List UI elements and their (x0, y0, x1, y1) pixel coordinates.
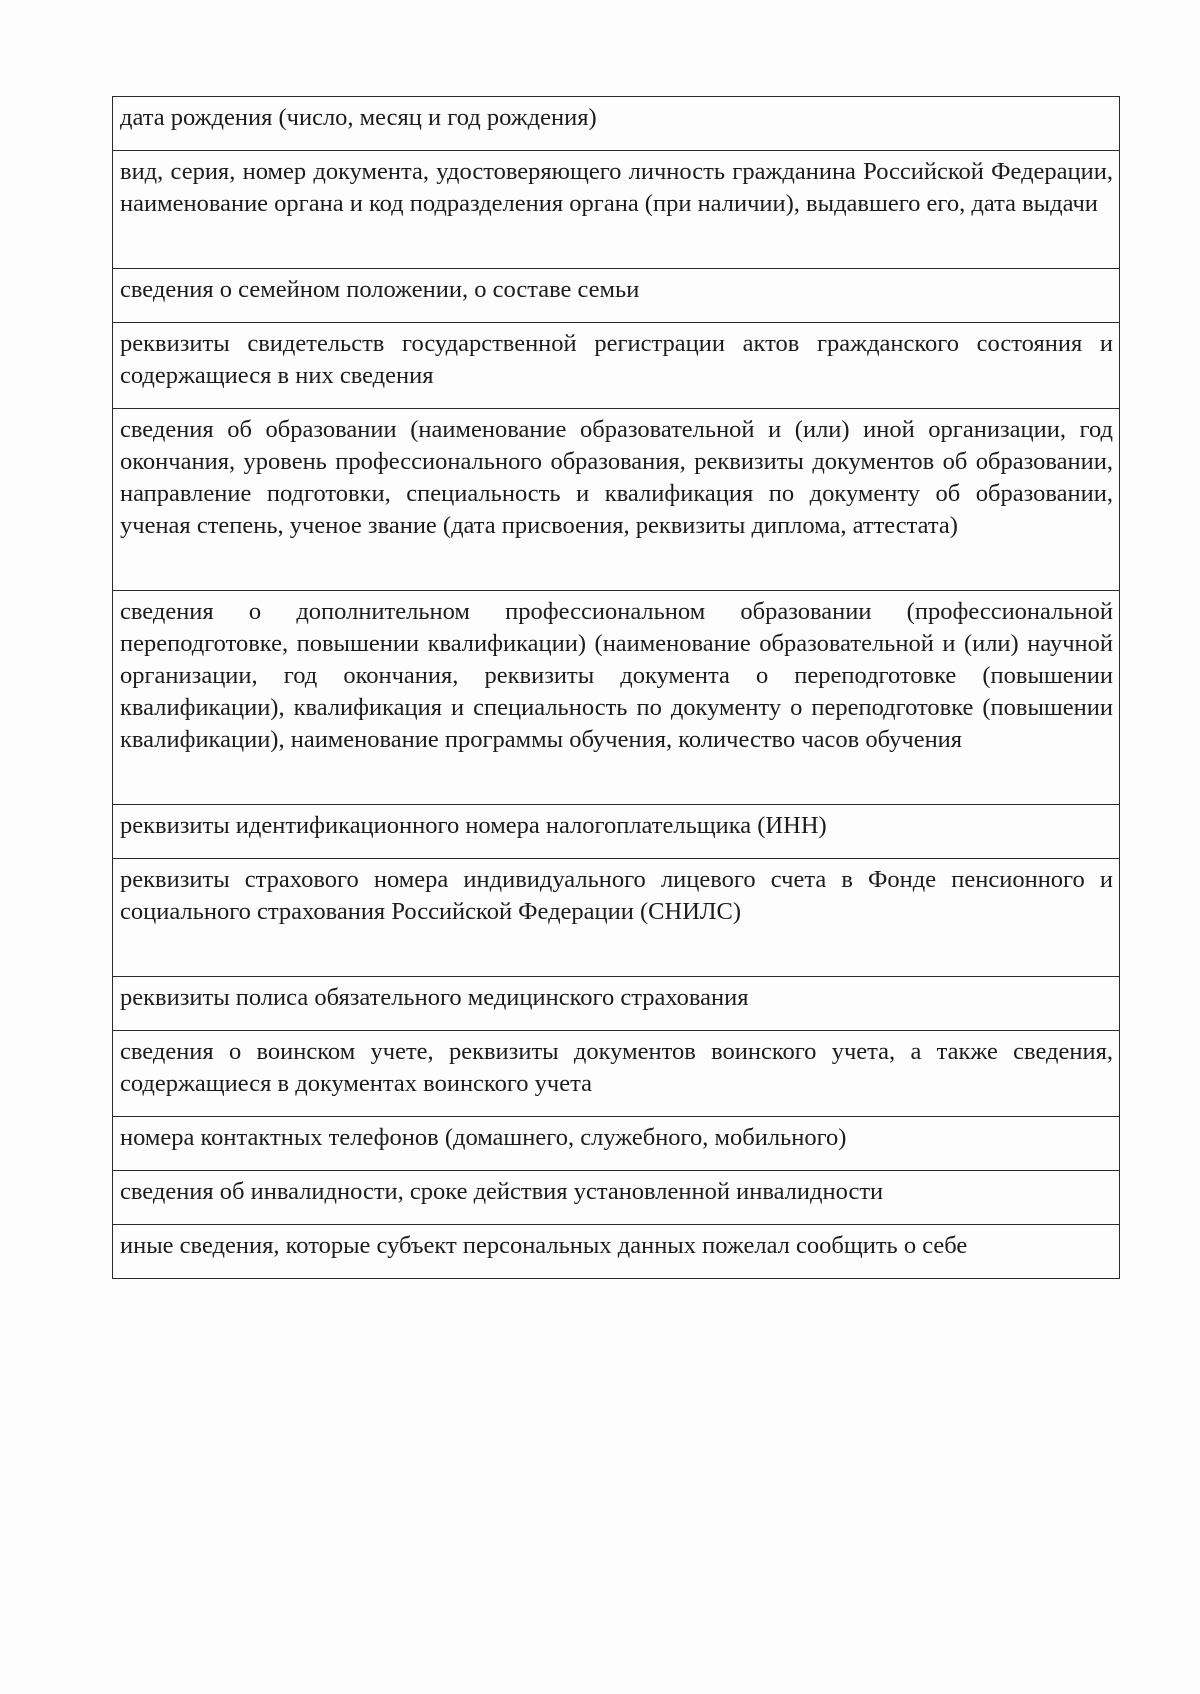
table-cell: сведения о семейном положении, о составе семьи (113, 269, 1120, 323)
table-row (113, 1171, 1120, 1225)
table-cell: дата рождения (число, месяц и год рождения) (113, 97, 1120, 151)
personal-data-table (112, 96, 1120, 1279)
table-cell: сведения об инвалидности, сроке действия установленной инвалидности (113, 1171, 1120, 1225)
table-cell: реквизиты страхового номера индивидуального лицевого счета в Фонде пенсионного и социального страхования Российской Федерации (СНИЛС) (113, 859, 1120, 977)
table-row (113, 1031, 1120, 1117)
table-cell: номера контактных телефонов (домашнего, служебного, мобильного) (113, 1117, 1120, 1171)
table-row (113, 269, 1120, 323)
table-row (113, 859, 1120, 977)
table-row (113, 323, 1120, 409)
table-cell: иные сведения, которые субъект персональных данных пожелал сообщить о себе (113, 1225, 1120, 1279)
table-row (113, 409, 1120, 591)
table-row (113, 977, 1120, 1031)
table-row (113, 151, 1120, 269)
table-row (113, 1117, 1120, 1171)
table-cell: вид, серия, номер документа, удостоверяющего личность гражданина Российской Федерации, наименование органа и код подразделения органа (при наличии), выдавшего его, дата выдачи (113, 151, 1120, 269)
table-cell: реквизиты полиса обязательного медицинского страхования (113, 977, 1120, 1031)
table-row (113, 97, 1120, 151)
table-row (113, 591, 1120, 805)
table-row (113, 805, 1120, 859)
table-cell: сведения об образовании (наименование образовательной и (или) иной организации, год окончания, уровень профессионального образования, реквизиты документов об образовании, направление подготовки, специальность и квалификация по документу об образовании, ученая степень, ученое звание (дата присвоения, реквизиты диплома, аттестата) (113, 409, 1120, 591)
table-cell: сведения о дополнительном профессиональном образовании (профессиональной переподготовке, повышении квалификации) (наименование образовательной и (или) научной организации, год окончания, реквизиты документа о переподготовке (повышении квалификации), квалификация и специальность по документу о переподготовке (повышении квалификации), наименование программы обучения, количество часов обучения (113, 591, 1120, 805)
table-cell: реквизиты свидетельств государственной регистрации актов гражданского состояния и содержащиеся в них сведения (113, 323, 1120, 409)
table-cell: сведения о воинском учете, реквизиты документов воинского учета, а также сведения, содержащиеся в документах воинского учета (113, 1031, 1120, 1117)
table-cell: реквизиты идентификационного номера налогоплательщика (ИНН) (113, 805, 1120, 859)
table-row (113, 1225, 1120, 1279)
